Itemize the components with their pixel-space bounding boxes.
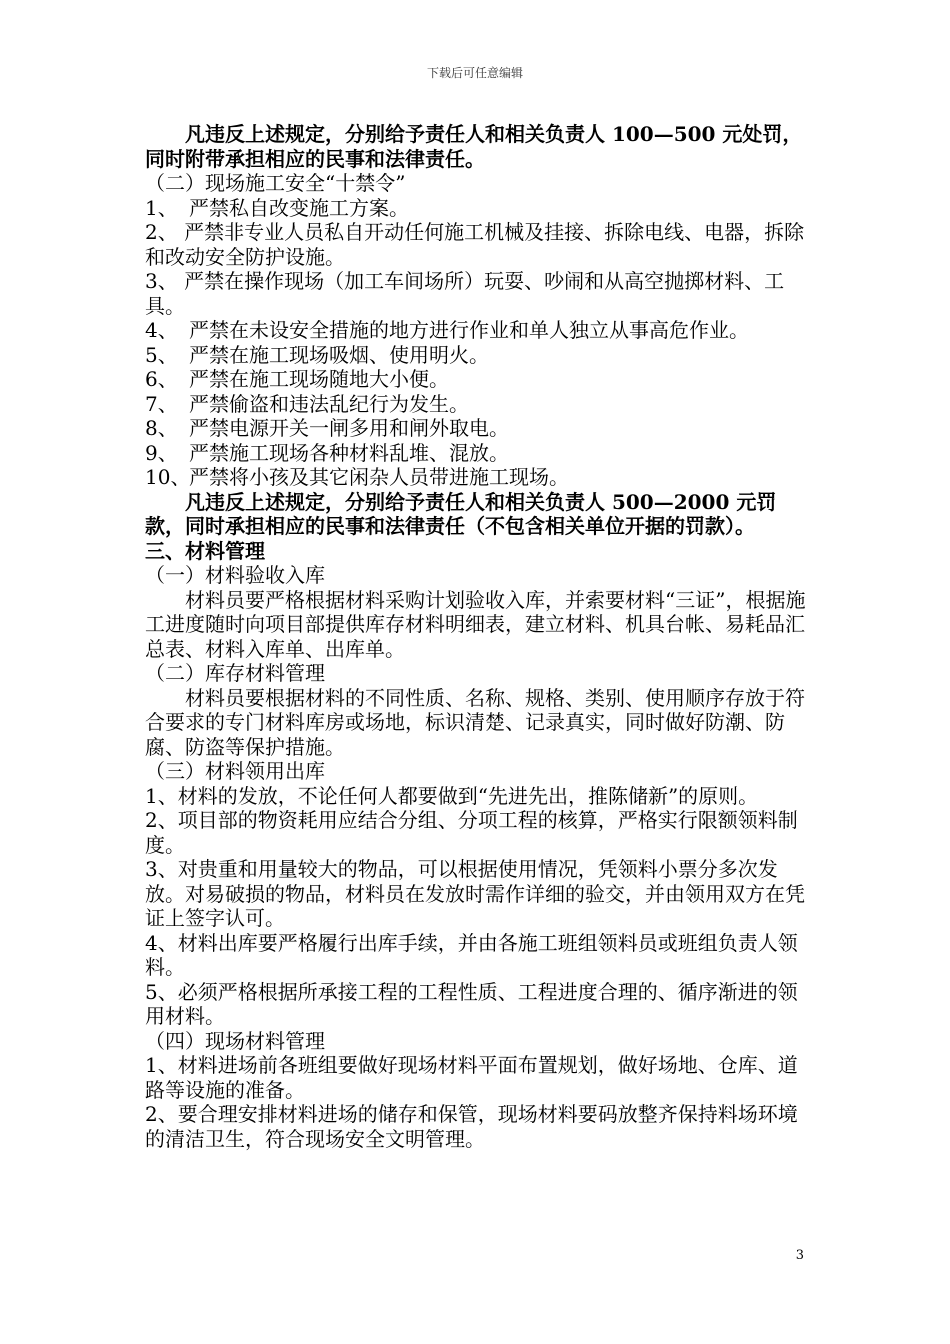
- paragraph-text: 严禁在未设安全措施的地方进行作业和单人独立从事高危作业。: [189, 318, 749, 342]
- paragraph: [145, 367, 815, 392]
- list-number: 7、: [145, 391, 178, 416]
- paragraph-text: 严禁在施工现场随地大小便。: [189, 367, 449, 391]
- paragraph-text: （二）现场施工安全“十禁令”: [145, 171, 406, 195]
- paragraph: [145, 588, 815, 662]
- paragraph-text: 3、对贵重和用量较大的物品，可以根据使用情况，凭领料小票分多次发放。对易破损的物品，材料员在发放时需作详细的验交，并由领用双方在凭证上签字认可。: [145, 857, 805, 930]
- document-body: [145, 122, 815, 1151]
- paragraph: [145, 931, 815, 980]
- paragraph-text: 1、材料的发放，不论任何人都要做到“先进先出，推陈储新”的原则。: [145, 783, 759, 808]
- paragraph: [145, 318, 815, 343]
- paragraph: [145, 980, 815, 1029]
- list-number: 6、: [145, 367, 178, 391]
- list-number: 9、: [145, 440, 178, 465]
- paragraph: [145, 343, 815, 368]
- paragraph: [145, 269, 815, 318]
- list-number: 10、: [145, 465, 191, 489]
- paragraph: [145, 220, 815, 269]
- paragraph: [145, 171, 815, 196]
- paragraph: [145, 759, 815, 784]
- paragraph-text: 严禁在施工现场吸烟、使用明火。: [189, 342, 489, 367]
- list-number: 1、: [145, 195, 178, 220]
- paragraph-text: （一）材料验收入库: [145, 563, 325, 587]
- paragraph-text: 严禁将小孩及其它闲杂人员带进施工现场。: [189, 465, 569, 489]
- paragraph-text: 5、必须严格根据所承接工程的工程性质、工程进度合理的、循序渐进的领用材料。: [145, 979, 798, 1028]
- paragraph-text: （二）库存材料管理: [145, 661, 325, 685]
- paragraph: [145, 441, 815, 466]
- paragraph-text: 三、材料管理: [145, 538, 265, 563]
- paragraph: [145, 1053, 815, 1102]
- paragraph-text: 3、 严禁在操作现场（加工车间场所）玩耍、吵闹和从高空抛掷材料、工具。: [145, 269, 785, 318]
- paragraph: [145, 196, 815, 221]
- paragraph: [145, 661, 815, 686]
- list-number: 4、: [145, 318, 178, 342]
- paragraph-text: 材料员要根据材料的不同性质、名称、规格、类别、使用顺序存放于符合要求的专门材料库房或场地，标识清楚、记录真实，同时做好防潮、防腐、防盗等保护措施。: [145, 685, 805, 759]
- paragraph: [145, 416, 815, 441]
- paragraph: [145, 1102, 815, 1151]
- paragraph: [145, 392, 815, 417]
- paragraph: [145, 539, 815, 564]
- list-number: 8、: [145, 416, 178, 440]
- paragraph-text: 2、要合理安排材料进场的储存和保管，现场材料要码放整齐保持料场环境的清洁卫生，符合现场安全文明管理。: [145, 1102, 798, 1151]
- paragraph-text: 材料员要严格根据材料采购计划验收入库，并索要材料“三证”，根据施工进度随时向项目部提供库存材料明细表，建立材料、机具台帐、易耗品汇总表、材料入库单、出库单。: [145, 587, 806, 661]
- paragraph-text: 1、材料进场前各班组要做好现场材料平面布置规划，做好场地、仓库、道路等设施的准备。: [145, 1053, 798, 1102]
- paragraph-text: 2、项目部的物资耗用应结合分组、分项工程的核算，严格实行限额领料制度。: [145, 808, 798, 857]
- paragraph: [145, 563, 815, 588]
- paragraph-text: （三）材料领用出库: [145, 759, 325, 783]
- paragraph: [145, 1029, 815, 1054]
- paragraph: [145, 808, 815, 857]
- list-number: 5、: [145, 342, 178, 367]
- paragraph: [145, 490, 815, 539]
- page-number: 3: [795, 1248, 804, 1263]
- paragraph-text: 凡违反上述规定，分别给予责任人和相关负责人 500—2000 元罚款，同时承担相应的民事和法律责任（不包含相关单位开据的罚款）。: [145, 489, 777, 538]
- page-header: 下载后可任意编辑: [426, 66, 523, 80]
- paragraph-text: 4、材料出库要严格履行出库手续，并由各施工班组领料员或班组负责人领料。: [145, 930, 798, 979]
- paragraph-text: 凡违反上述规定，分别给予责任人和相关负责人 100—500 元处罚，同时附带承担相应的民事和法律责任。: [145, 122, 803, 171]
- paragraph: [145, 784, 815, 809]
- paragraph-text: （四）现场材料管理: [145, 1028, 325, 1053]
- paragraph-text: 严禁电源开关一闸多用和闸外取电。: [189, 416, 509, 440]
- paragraph: [145, 122, 815, 171]
- paragraph: [145, 465, 815, 490]
- paragraph-text: 2、 严禁非专业人员私自开动任何施工机械及挂接、拆除电线、电器，拆除和改动安全防护设施。: [145, 220, 805, 269]
- paragraph: [145, 857, 815, 931]
- paragraph: [145, 686, 815, 760]
- paragraph-text: 严禁私自改变施工方案。: [189, 195, 409, 220]
- paragraph-text: 严禁施工现场各种材料乱堆、混放。: [189, 440, 509, 465]
- paragraph-text: 严禁偷盗和违法乱纪行为发生。: [189, 391, 469, 416]
